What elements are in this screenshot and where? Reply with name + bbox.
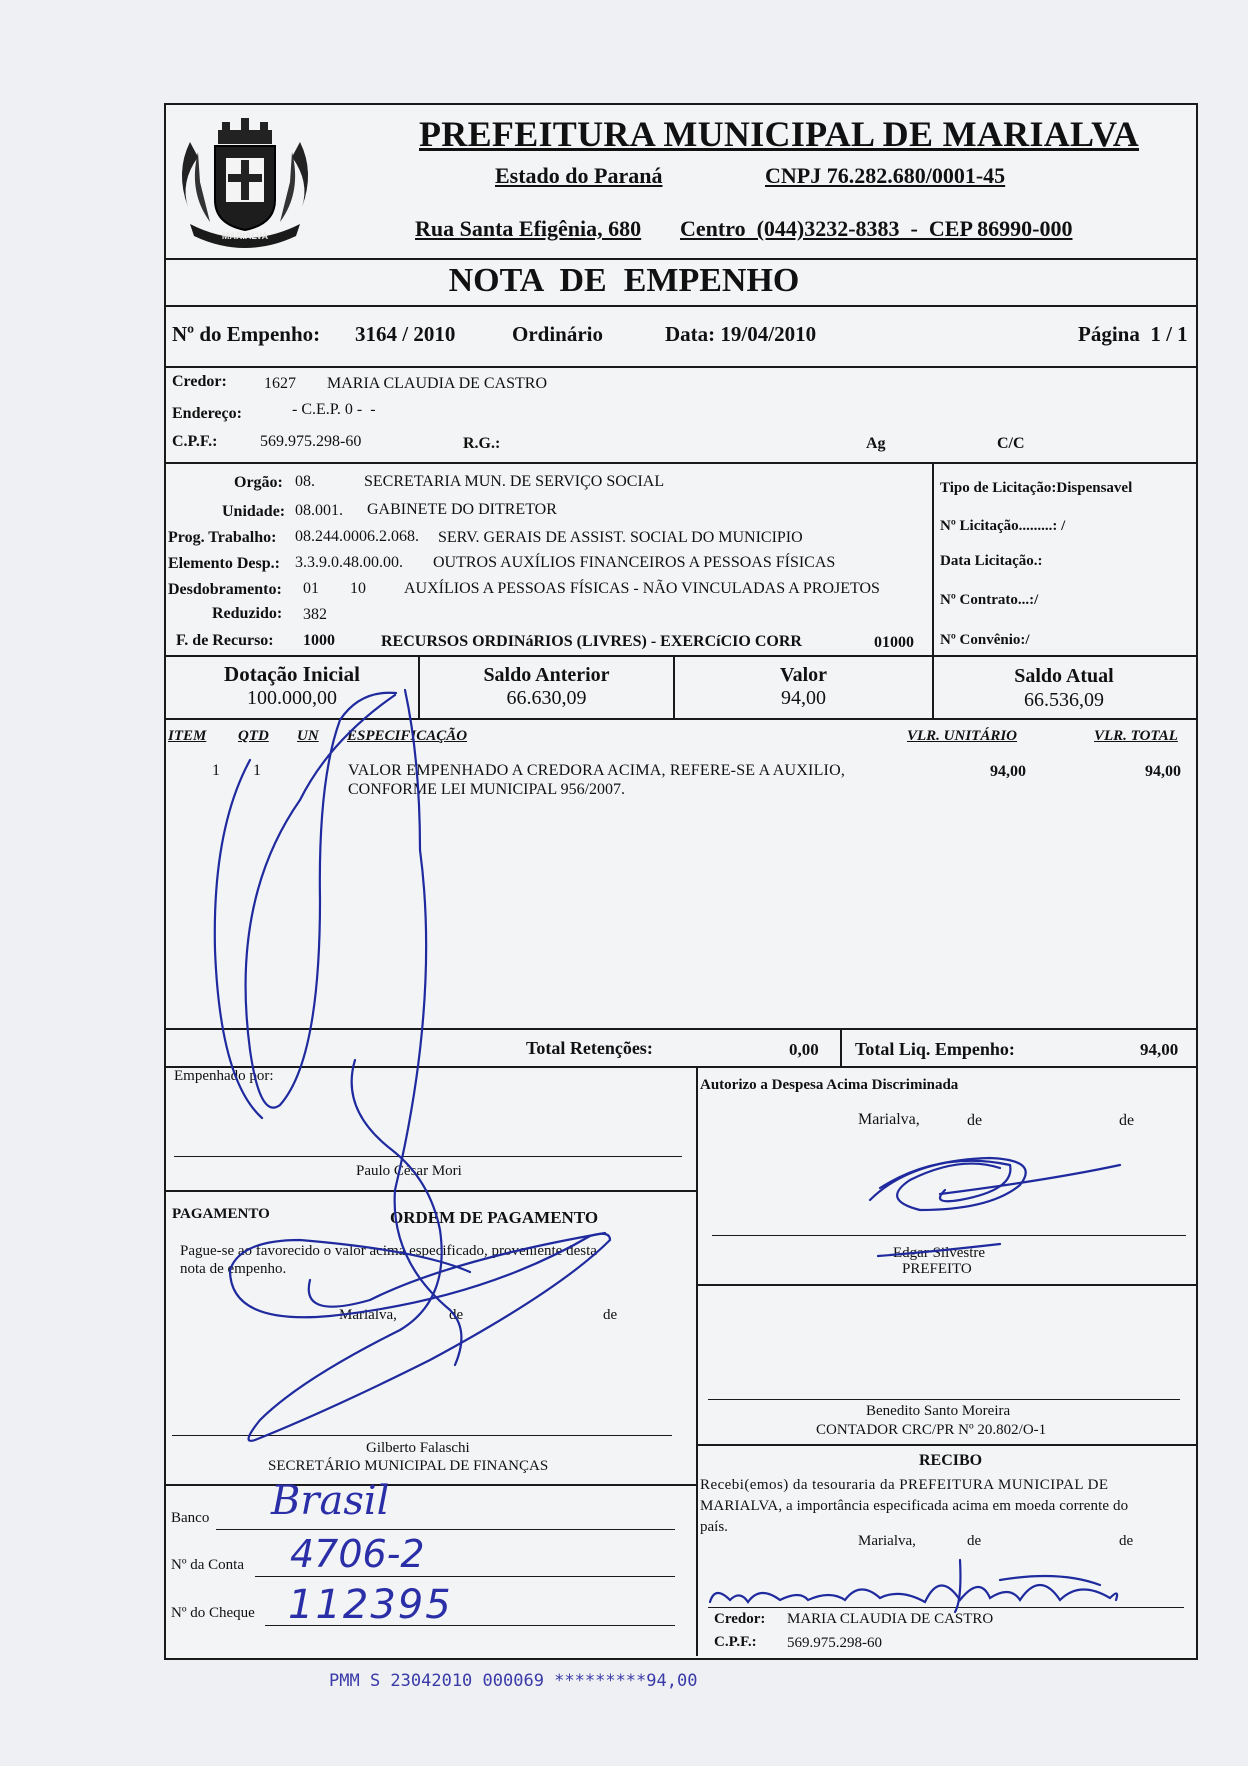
reduzido-label: Reduzido: bbox=[212, 605, 283, 622]
credor-address: - C.E.P. 0 - - bbox=[292, 401, 376, 418]
rule-empenhado bbox=[164, 1190, 696, 1192]
unidade-desc: GABINETE DO DITRETOR bbox=[367, 501, 557, 518]
recibo-text-1: Recebi(emos) da tesouraria da PREFEITURA MUNICIPAL DE bbox=[700, 1477, 1109, 1493]
coat-of-arms-seal bbox=[170, 112, 320, 252]
saldo-atual-value: 66.536,09 bbox=[1024, 689, 1104, 711]
street-address: Rua Santa Efigênia, 680 bbox=[415, 216, 642, 241]
municipality-title: PREFEITURA MUNICIPAL DE MARIALVA bbox=[419, 114, 1140, 154]
empenho-number: 3164 / 2010 bbox=[355, 322, 456, 346]
rule-autorizo bbox=[696, 1284, 1196, 1286]
desdobramento-label: Desdobramento: bbox=[168, 581, 282, 598]
state-name: Estado do Paraná bbox=[495, 163, 663, 188]
total-liquido-label: Total Liq. Empenho: bbox=[855, 1039, 1015, 1059]
rule-empenho bbox=[164, 366, 1196, 368]
credor-label: Credor: bbox=[172, 373, 227, 390]
credor-code: 1627 bbox=[264, 375, 296, 392]
recibo-city: Marialva, bbox=[858, 1533, 916, 1549]
row-unit-value: 94,00 bbox=[990, 763, 1026, 780]
cheque-label: Nº do Cheque bbox=[171, 1605, 255, 1621]
row-espec-line-1: VALOR EMPENHADO A CREDORA ACIMA, REFERE-SE A AUXILIO, bbox=[348, 762, 846, 779]
col-vlr-total: VLR. TOTAL bbox=[1094, 728, 1178, 744]
autorizo-de-2: de bbox=[1119, 1112, 1135, 1129]
empenho-number-label: Nº do Empenho: bbox=[172, 322, 321, 346]
saldo-atual-label: Saldo Atual bbox=[1014, 665, 1114, 687]
prog-desc: SERV. GERAIS DE ASSIST. SOCIAL DO MUNICIPIO bbox=[438, 529, 803, 546]
ag-label: Ag bbox=[866, 435, 886, 452]
pagamento-label: PAGAMENTO bbox=[172, 1206, 270, 1222]
total-retencoes-value: 0,00 bbox=[789, 1040, 819, 1059]
dotacao-label: Dotação Inicial bbox=[224, 662, 360, 686]
ordem-pagamento-label: ORDEM DE PAGAMENTO bbox=[390, 1208, 599, 1227]
recurso-desc: RECURSOS ORDINáRIOS (LIVRES) - EXERCíCIO CORR bbox=[381, 633, 802, 650]
recibo-cpf-label: C.P.F.: bbox=[714, 1634, 757, 1650]
row-qtd: 1 bbox=[253, 762, 261, 779]
row-total-value: 94,00 bbox=[1145, 763, 1181, 780]
autorizo-label: Autorizo a Despesa Acima Discriminada bbox=[700, 1077, 959, 1093]
credor-name: MARIA CLAUDIA DE CASTRO bbox=[327, 375, 548, 392]
prefeito-role: PREFEITO bbox=[902, 1261, 972, 1277]
elemento-label: Elemento Desp.: bbox=[168, 555, 280, 572]
contador-signature-line bbox=[708, 1399, 1180, 1400]
col-un: UN bbox=[297, 728, 319, 744]
rule-title bbox=[164, 305, 1196, 307]
rule-totals bbox=[164, 1066, 1196, 1068]
prefeito-name: Edgar Silvestre bbox=[893, 1245, 986, 1261]
recurso-label: F. de Recurso: bbox=[176, 632, 274, 649]
recibo-cpf: 569.975.298-60 bbox=[787, 1635, 882, 1651]
prog-code: 08.244.0006.2.068. bbox=[295, 528, 419, 545]
pagamento-text-2: nota de empenho. bbox=[180, 1261, 287, 1277]
conta-label: Nº da Conta bbox=[171, 1557, 244, 1573]
secretario-role: SECRETÁRIO MUNICIPAL DE FINANÇAS bbox=[268, 1458, 549, 1474]
seal-banner: MARIALVA bbox=[221, 231, 269, 241]
unidade-code: 08.001. bbox=[295, 502, 343, 519]
recibo-text-3: país. bbox=[700, 1519, 728, 1535]
empenho-type: Ordinário bbox=[512, 322, 604, 346]
rule-bottom-split bbox=[696, 1066, 698, 1656]
elemento-code: 3.3.9.0.48.00.00. bbox=[295, 554, 403, 571]
col-especificacao: ESPECIFICAÇÃO bbox=[347, 728, 468, 744]
rule-saldos bbox=[164, 718, 1196, 720]
conta-line bbox=[255, 1576, 675, 1577]
pagamento-text-1: Pague-se ao favorecido o valor acima especificado, proveniente desta bbox=[180, 1243, 597, 1259]
valor-label: Valor bbox=[779, 664, 828, 686]
orgao-desc: SECRETARIA MUN. DE SERVIÇO SOCIAL bbox=[364, 473, 665, 490]
recibo-text-2: MARIALVA, a importância especificada acima em moeda corrente do bbox=[700, 1498, 1129, 1514]
cnpj: CNPJ 76.282.680/0001-45 bbox=[765, 163, 1006, 188]
empenhado-signature-line bbox=[174, 1156, 682, 1157]
licitacao-numero: Nº Licitação.........: / bbox=[940, 518, 1066, 534]
total-retencoes-label: Total Retenções: bbox=[526, 1038, 653, 1058]
row-espec-line-2: CONFORME LEI MUNICIPAL 956/2007. bbox=[348, 781, 626, 798]
secretario-name: Gilberto Falaschi bbox=[366, 1440, 470, 1456]
elemento-desc: OUTROS AUXÍLIOS FINANCEIROS A PESSOAS FÍSICAS bbox=[433, 554, 836, 571]
pagamento-de-2: de bbox=[603, 1307, 618, 1323]
autorizo-de-1: de bbox=[967, 1112, 983, 1129]
row-item: 1 bbox=[212, 762, 220, 779]
conta-handwritten: 4706-2 bbox=[290, 1532, 425, 1576]
cheque-handwritten: 112395 bbox=[288, 1582, 453, 1628]
recibo-de-1: de bbox=[967, 1533, 982, 1549]
autorizo-city: Marialva, bbox=[858, 1111, 920, 1128]
convenio-number: Nº Convênio:/ bbox=[940, 632, 1030, 648]
autorizo-signature-line bbox=[712, 1235, 1186, 1236]
dotacao-value: 100.000,00 bbox=[247, 687, 337, 709]
saldo-anterior-label: Saldo Anterior bbox=[483, 664, 610, 686]
recurso-code-2: 01000 bbox=[874, 634, 914, 651]
cc-label: C/C bbox=[997, 435, 1025, 452]
rule-credor bbox=[164, 462, 1196, 464]
payment-stamp: PMM S 23042010 000069 *********94,00 bbox=[329, 1671, 698, 1691]
address-contact: Centro (044)3232-8383 - CEP 86990-000 bbox=[680, 216, 1073, 241]
recibo-credor-label: Credor: bbox=[714, 1611, 766, 1627]
rule-items bbox=[164, 1028, 1196, 1030]
page-number: Página 1 / 1 bbox=[1078, 322, 1188, 346]
banco-line bbox=[216, 1529, 675, 1530]
rule-totals-split bbox=[840, 1030, 842, 1067]
contrato-number: Nº Contrato...:/ bbox=[940, 592, 1039, 608]
reduzido-value: 382 bbox=[303, 606, 327, 623]
document-title: NOTA DE EMPENHO bbox=[448, 262, 800, 299]
rule-pagamento bbox=[164, 1484, 696, 1486]
recibo-de-2: de bbox=[1119, 1533, 1134, 1549]
unidade-label: Unidade: bbox=[222, 503, 286, 520]
credor-cpf: 569.975.298-60 bbox=[260, 433, 362, 450]
desdobramento-code-1: 01 bbox=[303, 580, 319, 597]
col-qtd: QTD bbox=[238, 728, 269, 744]
recibo-credor-name: MARIA CLAUDIA DE CASTRO bbox=[787, 1611, 994, 1627]
desdobramento-code-2: 10 bbox=[350, 580, 366, 597]
pagamento-de-1: de bbox=[449, 1307, 464, 1323]
total-liquido-value: 94,00 bbox=[1140, 1040, 1179, 1059]
banco-handwritten: Brasil bbox=[271, 1478, 390, 1524]
prog-label: Prog. Trabalho: bbox=[168, 529, 277, 546]
empenho-date: Data: 19/04/2010 bbox=[665, 322, 817, 346]
orgao-code: 08. bbox=[295, 473, 315, 490]
pagamento-city: Marialva, bbox=[339, 1307, 397, 1323]
credor-signature-line bbox=[708, 1607, 1184, 1608]
rg-label: R.G.: bbox=[463, 435, 501, 452]
recurso-code: 1000 bbox=[303, 632, 335, 649]
contador-name: Benedito Santo Moreira bbox=[866, 1403, 1011, 1419]
valor-value: 94,00 bbox=[781, 687, 826, 709]
empenhado-name: Paulo César Mori bbox=[356, 1163, 462, 1179]
cpf-label: C.P.F.: bbox=[172, 433, 218, 450]
empenhado-label: Empenhado por: bbox=[174, 1068, 274, 1084]
secretario-signature-line bbox=[172, 1435, 672, 1436]
col-item: ITEM bbox=[168, 728, 207, 744]
rule-budget bbox=[164, 655, 1196, 657]
rule-contador bbox=[696, 1444, 1196, 1446]
rule-header bbox=[164, 258, 1196, 260]
banco-label: Banco bbox=[171, 1510, 210, 1526]
address-label: Endereço: bbox=[172, 405, 242, 422]
contador-role: CONTADOR CRC/PR Nº 20.802/O-1 bbox=[816, 1422, 1047, 1438]
recibo-label: RECIBO bbox=[919, 1452, 983, 1469]
col-vlr-unitario: VLR. UNITÁRIO bbox=[907, 728, 1018, 744]
orgao-label: Orgão: bbox=[234, 474, 283, 491]
desdobramento-desc: AUXÍLIOS A PESSOAS FÍSICAS - NÃO VINCULADAS A PROJETOS bbox=[404, 580, 880, 597]
rule-licitacao bbox=[932, 464, 934, 656]
licitacao-data: Data Licitação.: bbox=[940, 553, 1043, 569]
saldo-anterior-value: 66.630,09 bbox=[506, 687, 587, 709]
licitacao-tipo: Tipo de Licitação:Dispensavel bbox=[940, 480, 1133, 496]
